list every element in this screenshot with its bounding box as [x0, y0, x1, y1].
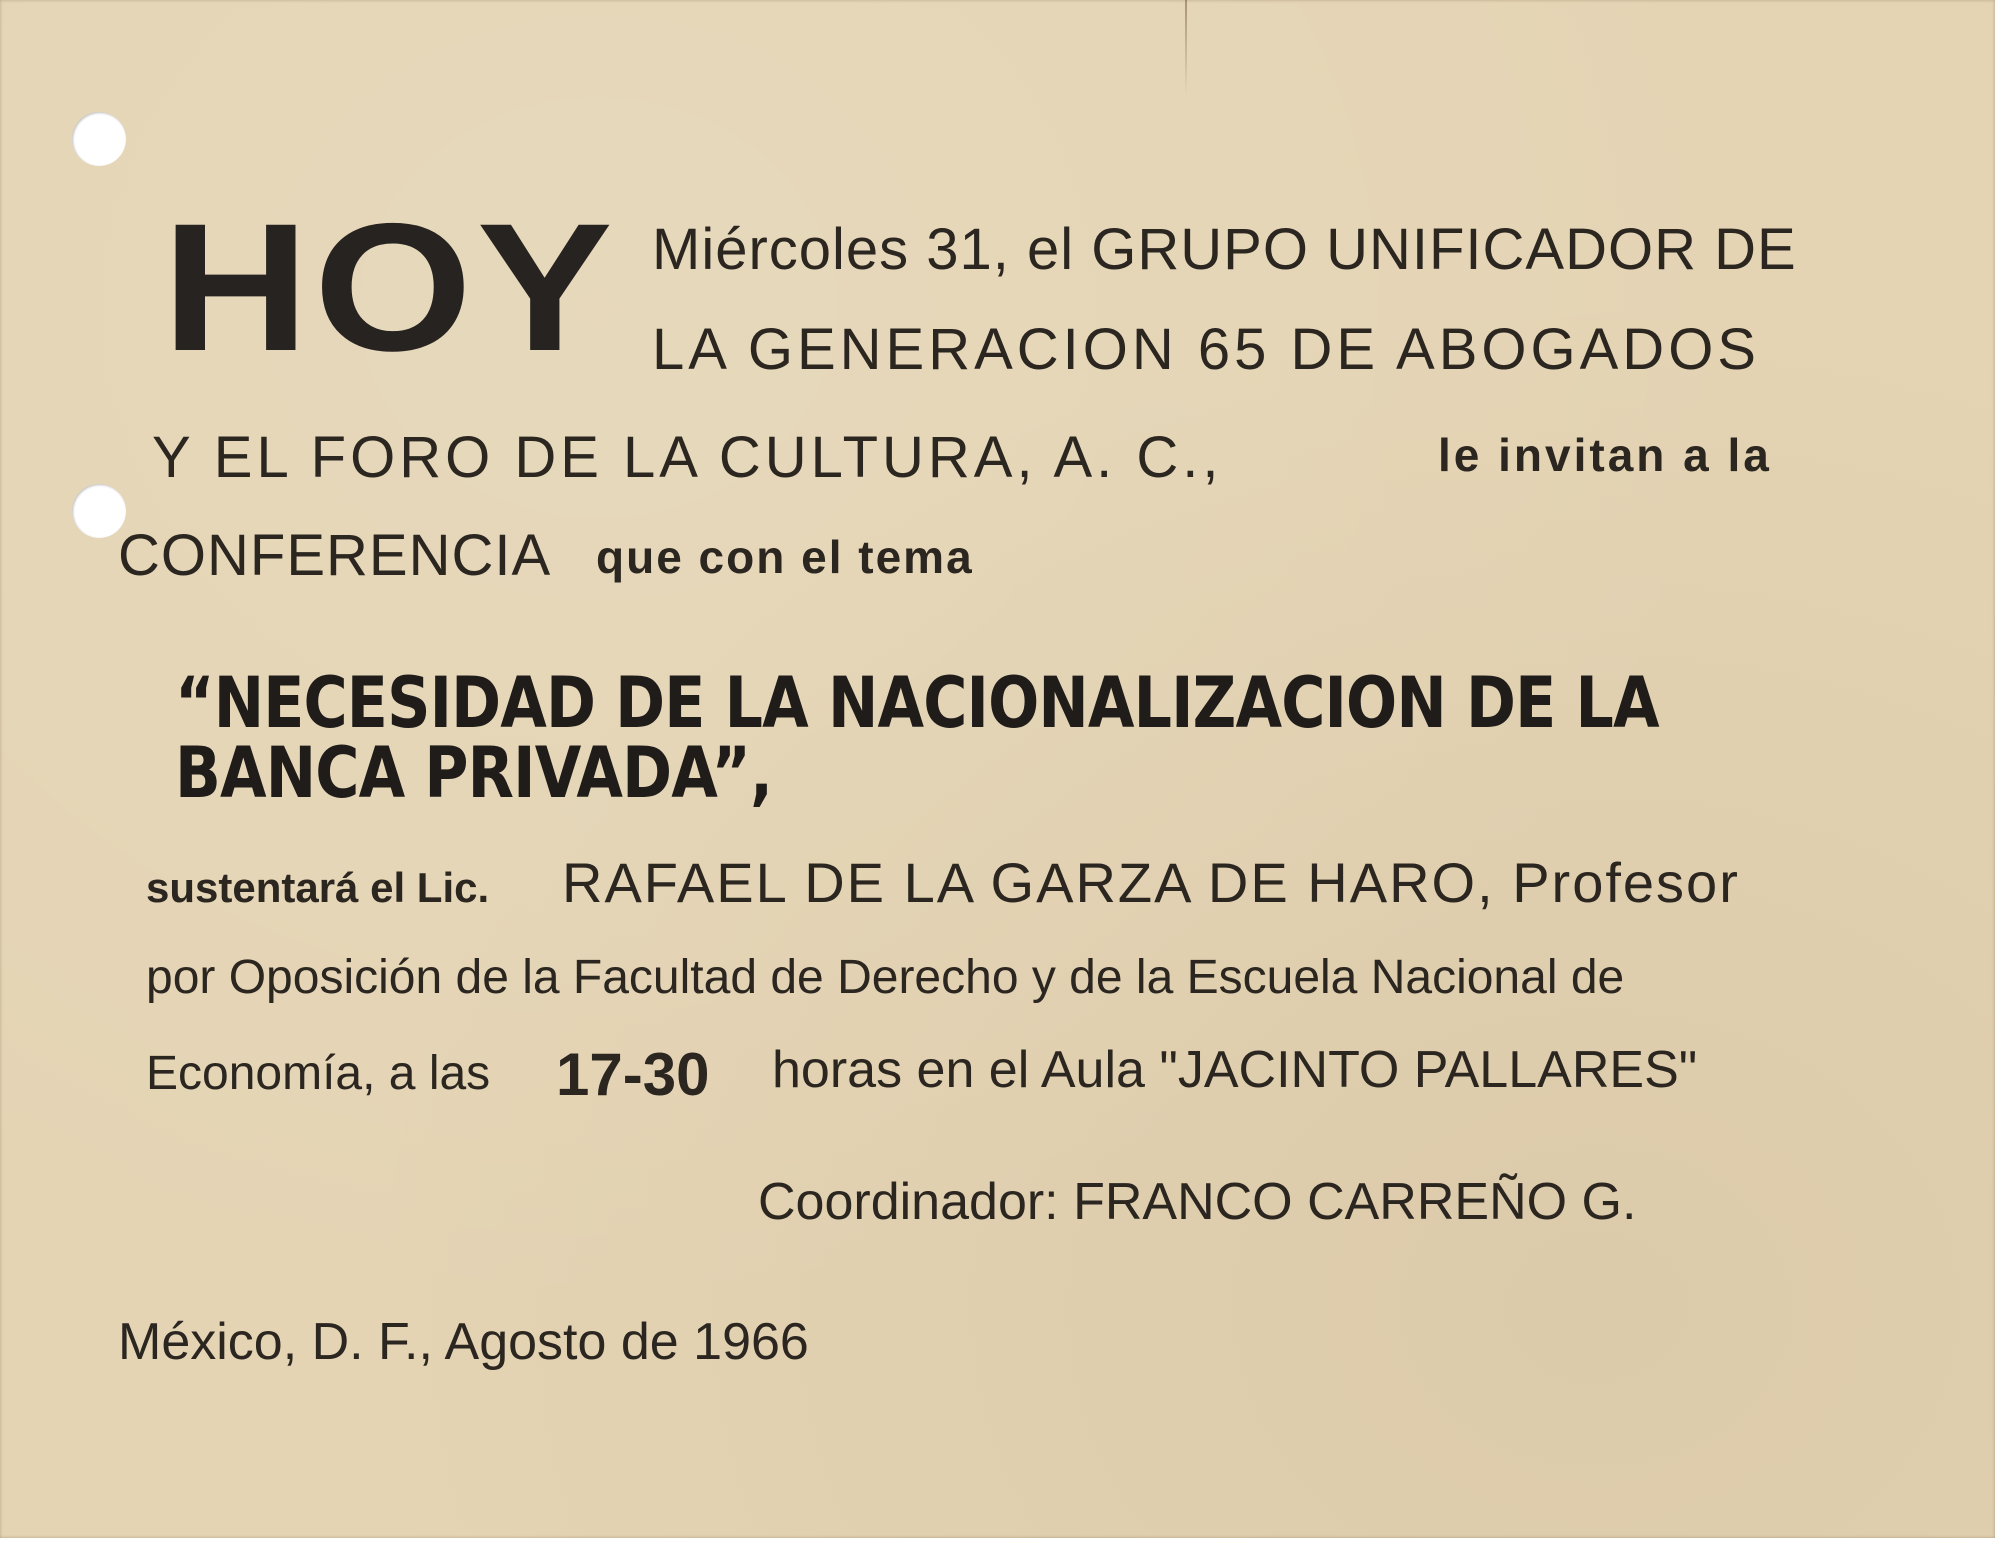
text-line-4a: CONFERENCIA [118, 523, 552, 588]
text-line-7a: Economía, a las [146, 1047, 491, 1100]
text-line-2: LA GENERACION 65 DE ABOGADOS [652, 317, 1760, 382]
place-date-line: México, D. F., Agosto de 1966 [118, 1313, 809, 1371]
punch-hole-top [72, 112, 126, 166]
paper-tear [1185, 0, 1187, 95]
text-line-4b: que con el tema [596, 531, 974, 583]
text-line-7b: horas en el Aula "JACINTO PALLARES" [772, 1041, 1698, 1099]
headline-hoy: HOY [162, 185, 618, 389]
conference-title: “NECESIDAD DE LA NACIONALIZACION DE LA BANCA PRIVADA”, [175, 662, 1659, 814]
time-label: 17-30 [556, 1041, 710, 1108]
text-line-6: por Oposición de la Facultad de Derecho y de la Escuela Nacional de [146, 951, 1625, 1004]
coordinator-line: Coordinador: FRANCO CARREÑO G. [758, 1173, 1637, 1231]
text-line-3a: Y EL FORO DE LA CULTURA, A. C., [152, 425, 1223, 490]
text-line-5b: RAFAEL DE LA GARZA DE HARO, Profesor [562, 851, 1740, 914]
text-line-5a: sustentará el Lic. [146, 864, 490, 911]
text-line-1: Miércoles 31, el GRUPO UNIFICADOR DE [652, 217, 1797, 282]
text-line-3b: le invitan a la [1438, 429, 1772, 481]
